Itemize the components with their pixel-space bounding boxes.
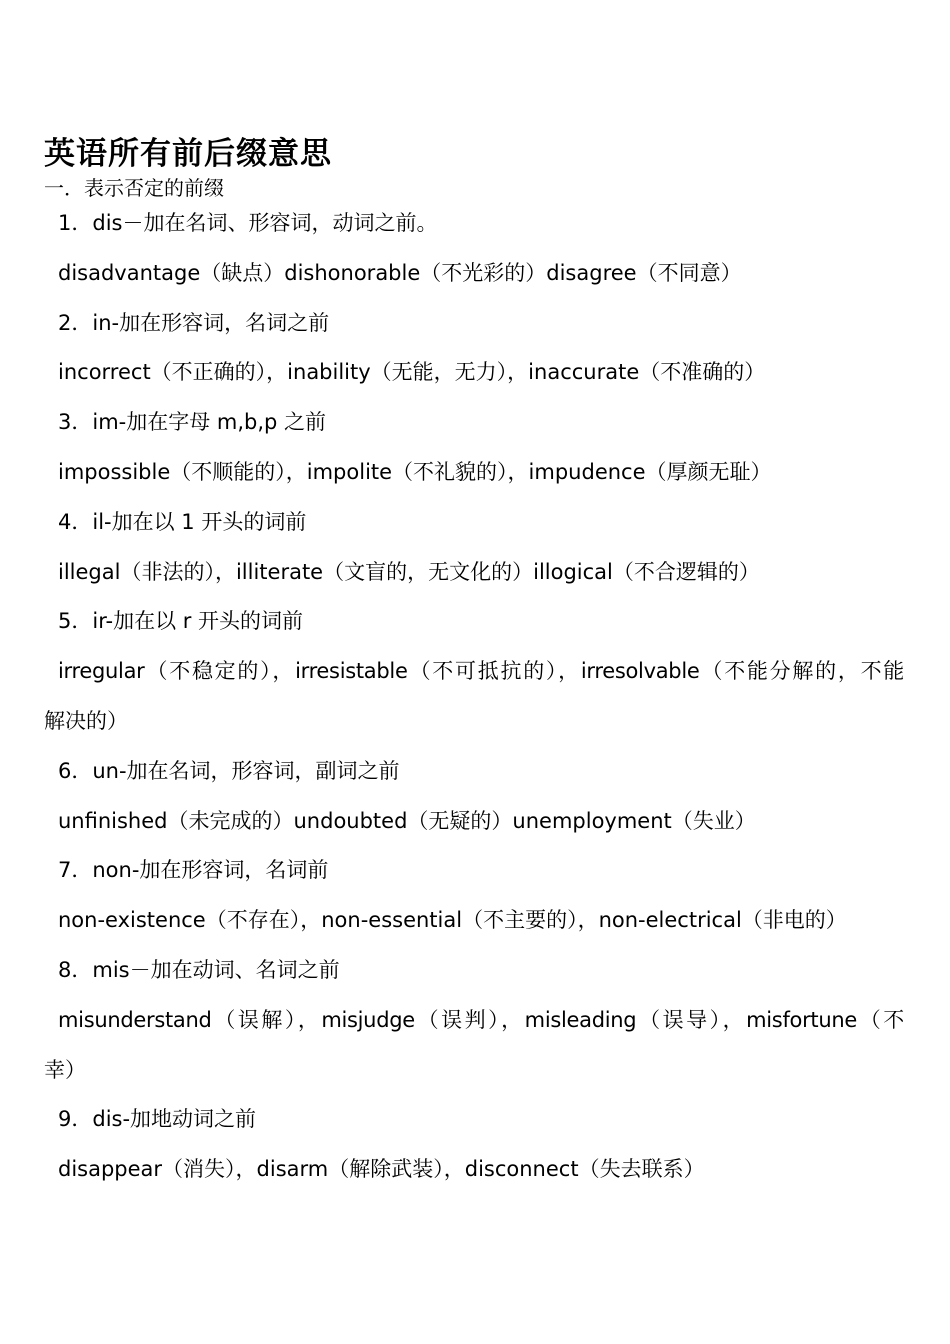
example-line: illegal（非法的），illiterate（文盲的，无文化的）illogical（不合逻辑的）: [58, 559, 760, 584]
prefix-list: [44, 199, 904, 1195]
example-line: disappear（消失），disarm（解除武装），disconnect（失去联系）: [58, 1157, 705, 1182]
example-line-continuation: 幸）: [44, 1057, 86, 1082]
example-line: disadvantage（缺点）dishonorable（不光彩的）disagree（不同意）: [58, 260, 742, 285]
document-title: 英语所有前后缀意思: [44, 136, 332, 172]
prefix-heading-ir: 5．ir-加在以 r 开头的词前: [58, 609, 304, 634]
prefix-heading-un: 6．un-加在名词，形容词，副词之前: [58, 758, 400, 783]
prefix-heading-il: 4．il-加在以 1 开头的词前: [58, 509, 307, 534]
section-heading: 一．表示否定的前缀: [44, 176, 224, 200]
prefix-heading-mis: 8．mis－加在动词、名词之前: [58, 957, 340, 982]
example-line: misunderstand（误解），misjudge（误判），misleading（误导），misfortune（不: [58, 1007, 904, 1032]
prefix-heading-in: 2．in-加在形容词，名词之前: [58, 310, 330, 335]
prefix-heading-non: 7．non-加在形容词，名词前: [58, 858, 329, 883]
example-line: non-existence（不存在），non-essential（不主要的），non-electrical（非电的）: [58, 908, 847, 933]
example-line: impossible（不顺能的），impolite（不礼貌的），impudence（厚颜无耻）: [58, 459, 772, 484]
example-line: incorrect（不正确的），inability（无能，无力），inaccurate（不准确的）: [58, 360, 766, 385]
prefix-heading-dis: 1．dis－加在名词、形容词，动词之前。: [58, 211, 438, 235]
prefix-heading-im: 3．im-加在字母 m,b,p 之前: [58, 410, 327, 435]
example-line: irregular（不稳定的），irresistable（不可抵抗的），irresolvable（不能分解的，不能: [58, 659, 904, 684]
example-line-continuation: 解决的）: [44, 708, 128, 733]
prefix-heading-dis-verb: 9．dis-加地动词之前: [58, 1107, 257, 1132]
example-line: unfinished（未完成的）undoubted（无疑的）unemployment（失业）: [58, 808, 756, 833]
